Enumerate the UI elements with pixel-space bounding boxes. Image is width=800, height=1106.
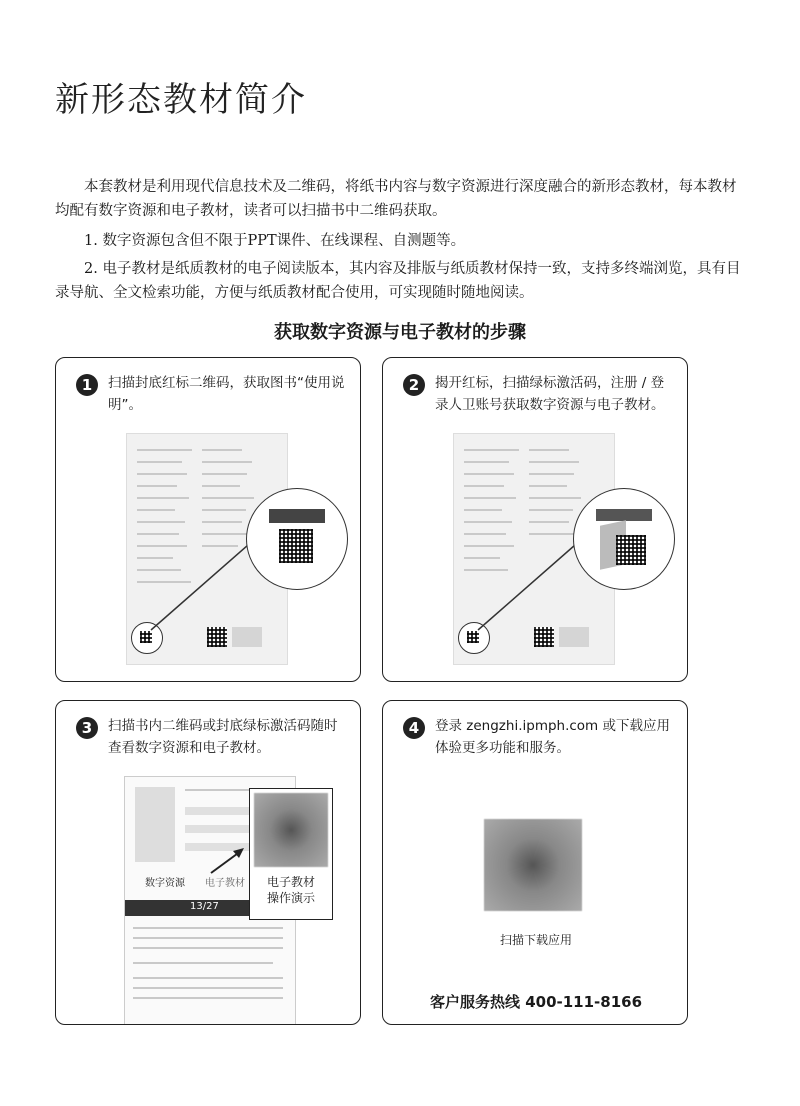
intro-paragraph-2: 1. 数字资源包含但不限于PPT课件、在线课程、自测题等。: [84, 233, 466, 249]
step-number-2: 2: [403, 374, 425, 396]
page-title: 新形态教材简介: [55, 80, 307, 120]
page-counter: 13/27: [190, 901, 219, 912]
zoom-circle: [246, 488, 348, 590]
intro-paragraph-1: 本套教材是利用现代信息技术及二维码，将纸书内容与数字资源进行深度融合的新形态教材，每本教材均配有数字资源和电子教材，读者可以扫描书中二维码获取。: [55, 179, 737, 219]
step-text-4: 登录 zengzhi.ipmph.com 或下载应用体验更多功能和服务。: [435, 718, 671, 756]
intro-paragraph-3: 2. 电子教材是纸质教材的电子阅读版本，其内容及排版与纸质教材保持一致，支持多终端浏览，具有目录导航、全文检索功能，方便与纸质教材配合使用，可实现随时随地阅读。: [55, 261, 741, 301]
callout-line-1: 电子教材: [266, 875, 315, 889]
tab-ebook[interactable]: 电子教材: [205, 878, 245, 889]
download-qr-code[interactable]: [484, 819, 582, 911]
service-hotline: 客户服务热线 400-111-8166: [429, 993, 643, 1011]
step-number-4: 4: [403, 717, 425, 739]
step-card-3: [55, 700, 361, 1025]
step-text-2: 揭开红标，扫描绿标激活码，注册 / 登录人卫账号获取数字资源与电子教材。: [435, 375, 665, 413]
tab-resources[interactable]: 数字资源: [145, 878, 185, 889]
qr-caption: 扫描下载应用: [499, 933, 572, 947]
step-text-3: 扫描书内二维码或封底绿标激活码随时查看数字资源和电子教材。: [108, 718, 338, 756]
step-card-4: [382, 700, 688, 1025]
step-number-3: 3: [76, 717, 98, 739]
zoom-circle: [573, 488, 675, 590]
arrow-icon: [56, 701, 361, 1025]
step-card-2: [382, 357, 688, 682]
step-number-1: 1: [76, 374, 98, 396]
step-text-1: 扫描封底红标二维码，获取图书“使用说明”。: [108, 375, 345, 413]
steps-title: 获取数字资源与电子教材的步骤: [274, 322, 526, 343]
step-card-1: [55, 357, 361, 682]
callout-line-2: 操作演示: [266, 891, 315, 905]
